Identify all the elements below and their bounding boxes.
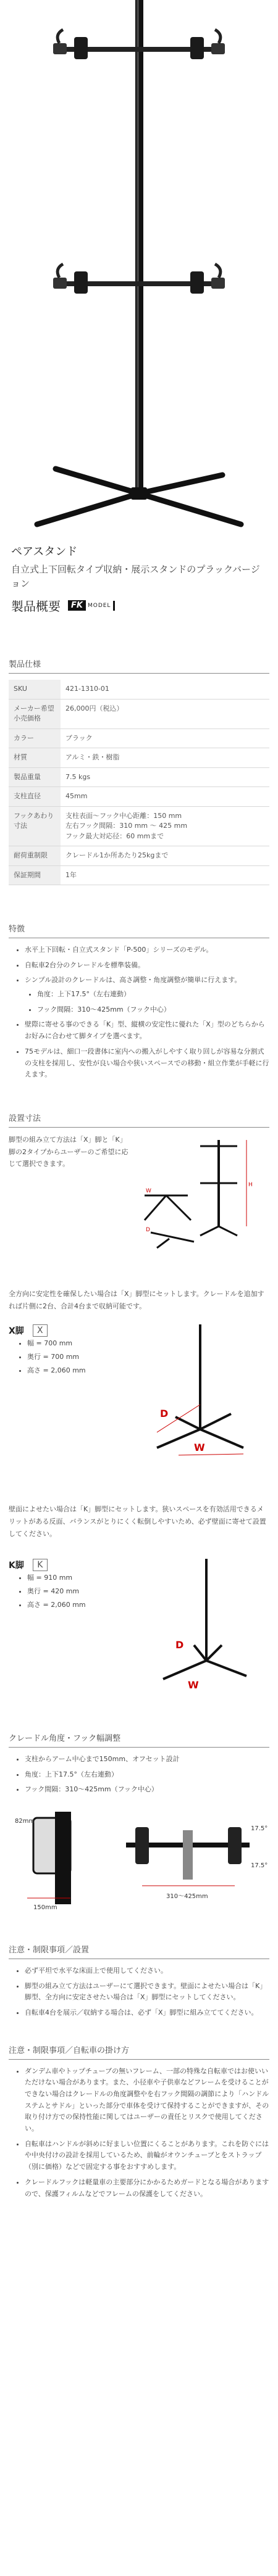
cradle-list <box>9 1754 269 1796</box>
install-text: 脚型の組み立て方法は「X」脚と「K」脚の2タイプからユーザーのご希望に応じて選択できます。 <box>9 1135 128 1168</box>
k-intro: 壁面によせたい場合は「K」脚型にセットします。狭いスペースを有効活用できるメリットがある反面、バランスがとりにくく転倒しやすいため、必ず壁面に寄せて設置してください。 <box>9 1505 266 1538</box>
spec-title: 製品仕様 <box>9 660 41 669</box>
spec-key: 材質 <box>9 748 61 768</box>
spec-value: 26,000円（税込） <box>61 699 269 729</box>
x-dim-d: D <box>160 1408 169 1420</box>
label-range: 310～425mm <box>166 1893 208 1900</box>
spec-key: メーカー希望小売価格 <box>9 699 61 729</box>
list-item: • 高さ = 2,060 mm <box>27 1598 132 1612</box>
k-info <box>9 1559 132 1695</box>
list-item: • 75モデルは、細口一段書体に室内への搬入がしやすく取り回しが容易な分割式の支柱を採用し、安性が良い場合や狭いスペースでの移動・組立作業が手軽に行えます。 <box>25 1046 269 1081</box>
caution-install-section <box>0 1943 278 2019</box>
list-item: • 水平上下回転・自立式スタンド「P-500」シリーズのモデル。 <box>25 944 269 956</box>
list-item: • 自転車4台を展示／収納する場合は、必ず「X」脚型に組み立ててください。 <box>25 2007 269 2019</box>
fk-model-logo <box>68 600 115 611</box>
list-item: • 脚型の組み立て方法はユーザーにて選択できます。壁面によせたい場合は「K」脚型、全方向に安定させたい場合は「X」脚型にセットしてください。 <box>25 1981 269 2004</box>
spec-value: アルミ・鉄・樹脂 <box>61 748 269 768</box>
install-section <box>0 1112 278 1695</box>
dim-w: W <box>146 1187 151 1194</box>
label-angle-bottom: 17.5° <box>251 1862 268 1869</box>
stand-illustration <box>0 0 278 543</box>
install-diagram <box>132 1134 256 1251</box>
install-row <box>9 1134 269 1251</box>
spec-value: 7.5 kgs <box>61 767 269 787</box>
spec-key: 保証期間 <box>9 865 61 885</box>
spec-section <box>0 658 278 885</box>
features-section <box>0 922 278 1081</box>
k-mark-icon: K <box>33 1559 48 1571</box>
table-row <box>9 748 269 768</box>
x-block <box>9 1324 269 1460</box>
x-dims <box>9 1337 132 1377</box>
model-label: MODEL <box>87 602 111 609</box>
list-item: • ダンデム車やトップチューブの無いフレーム、一部の特殊な自転車ではお使いいただけない場合があります。また、小径車や子供車などフレームを受けることができない場合はクレードルの角度調整やを右フック間隔の調節により「ハンドルステムとサドル」といった部分で車体を受けて保持することができますが、その取り付け方での保持性能に関してはユーザーの責任とリスクで使用してください。 <box>25 2066 269 2135</box>
product-title-block <box>0 543 278 614</box>
list-item: • 角度：上下17.5°（左右連動） <box>25 1769 269 1781</box>
list-item: • 壁際に寄せる事のできる「K」型、縦横の安定性に優れた「X」型のどちらからお好みに合わせて脚タイプを選べます。 <box>25 1019 269 1042</box>
k-block <box>9 1559 269 1695</box>
table-row <box>9 846 269 866</box>
spec-value: 支柱表面～フック中心距離：150 mm 左右フック間隔：310 mm ～ 425 mm フック最大対応径：60 mmまで <box>61 806 269 846</box>
k-heading <box>9 1559 132 1571</box>
list-item: • 幅 = 910 mm <box>27 1571 132 1585</box>
list-item: • 角度：上下17.5°（左右連動） <box>37 989 269 1001</box>
cradle-section <box>0 1732 278 1918</box>
x-info <box>9 1324 132 1460</box>
caution-mount-list <box>9 2066 269 2200</box>
list-item-text: シンプル設計のクレードルは、高さ調整・角度調整が簡単に行えます。 <box>25 976 242 985</box>
table-row <box>9 729 269 748</box>
list-item: • 幅 = 700 mm <box>27 1337 132 1350</box>
caution-mount-section <box>0 2044 278 2200</box>
list-item: • 自転車はハンドルが斜めに好ましい位置にくることがあります。これを防ぐにはや中央付けの設計を採用しているため、前輪がオウンチューブとをストラップ（別に価格）などで固定する事をおすすめします。 <box>25 2139 269 2173</box>
sub-list <box>25 989 269 1015</box>
list-item: • 奥行 = 700 mm <box>27 1350 132 1364</box>
list-item: • フック間隔：310～425mm（フック中心） <box>25 1784 269 1796</box>
table-row <box>9 806 269 846</box>
list-item: • クレードルフックは軽量車の主要部分にかかるためガードとなる場合がありますので、保護フィルムなどでフレームの保護をしてください。 <box>25 2177 269 2200</box>
product-description: 自立式上下回転タイプ収納・展示スタンドのプラックバージョン <box>11 564 260 589</box>
list-item: • 奥行 = 420 mm <box>27 1585 132 1598</box>
label-150mm: 150mm <box>33 1904 57 1911</box>
spec-key: フックあわり寸法 <box>9 806 61 846</box>
dim-d: D <box>146 1226 150 1233</box>
table-row <box>9 699 269 729</box>
spec-table <box>9 680 269 885</box>
spec-value: 421-1310-01 <box>61 680 269 699</box>
dim-h: H <box>248 1181 253 1188</box>
spec-value: ブラック <box>61 729 269 748</box>
x-mark-icon: X <box>33 1324 48 1337</box>
k-label: K脚 <box>9 1560 24 1571</box>
table-row <box>9 680 269 699</box>
spec-key: 支柱直径 <box>9 787 61 807</box>
list-item <box>25 975 269 1015</box>
caution-mount-title: 注意・制限事項／自転車の掛け方 <box>9 2046 130 2055</box>
caution-install-list <box>9 1965 269 2019</box>
k-dim-w: W <box>188 1678 199 1691</box>
spec-value: クレードル1か所あたり25kgまで <box>61 846 269 866</box>
install-title: 設置寸法 <box>9 1113 41 1123</box>
features-title: 特徴 <box>9 925 25 934</box>
fk-label: FK <box>68 600 86 611</box>
logo-bar <box>113 601 115 611</box>
table-row <box>9 767 269 787</box>
caution-install-title: 注意・制限事項／設置 <box>9 1945 90 1955</box>
spec-key: カラー <box>9 729 61 748</box>
caution-mount-rule <box>9 2059 269 2060</box>
spec-value: 1年 <box>61 865 269 885</box>
list-item: • 高さ = 2,060 mm <box>27 1364 132 1377</box>
label-82mm: 82mm <box>15 1817 35 1825</box>
table-row <box>9 865 269 885</box>
x-label: X脚 <box>9 1326 24 1337</box>
overview-row <box>11 597 267 614</box>
k-dim-d: D <box>175 1638 184 1651</box>
spec-key: SKU <box>9 680 61 699</box>
product-name: ペアスタンド <box>11 545 78 558</box>
table-row <box>9 787 269 807</box>
spec-rule <box>9 673 269 674</box>
install-rule <box>9 1127 269 1128</box>
k-dims <box>9 1571 132 1612</box>
list-item: • 必ず平坦で水平な床面上で使用してください。 <box>25 1965 269 1977</box>
spec-key: 製品重量 <box>9 767 61 787</box>
x-leg-diagram <box>132 1324 256 1460</box>
list-item: • 支柱からアーム中心まで150mm、オフセット設計 <box>25 1754 269 1765</box>
spec-key: 耐荷重制限 <box>9 846 61 866</box>
cradle-rule <box>9 1747 269 1748</box>
features-list <box>9 944 269 1081</box>
overview-title: 製品概要 <box>11 599 61 614</box>
cradle-diagram <box>9 1806 268 1917</box>
list-item: • フック間隔：310～425mm（フック中心） <box>37 1004 269 1016</box>
x-intro: 全方向に安定性を確保したい場合は「X」脚型にセットします。クレードルを追加すれば片側に2台、合計4台まで収納可能です。 <box>9 1289 264 1310</box>
x-dim-w: W <box>194 1442 205 1454</box>
list-item: • 自転車2台分のクレードルを標準装備。 <box>25 960 269 972</box>
spec-value: 45mm <box>61 787 269 807</box>
label-angle-top: 17.5° <box>251 1825 268 1832</box>
cradle-title: クレードル角度・フック幅調整 <box>9 1733 121 1743</box>
k-leg-diagram <box>132 1559 256 1695</box>
product-hero-image <box>0 0 278 543</box>
x-heading <box>9 1324 132 1337</box>
